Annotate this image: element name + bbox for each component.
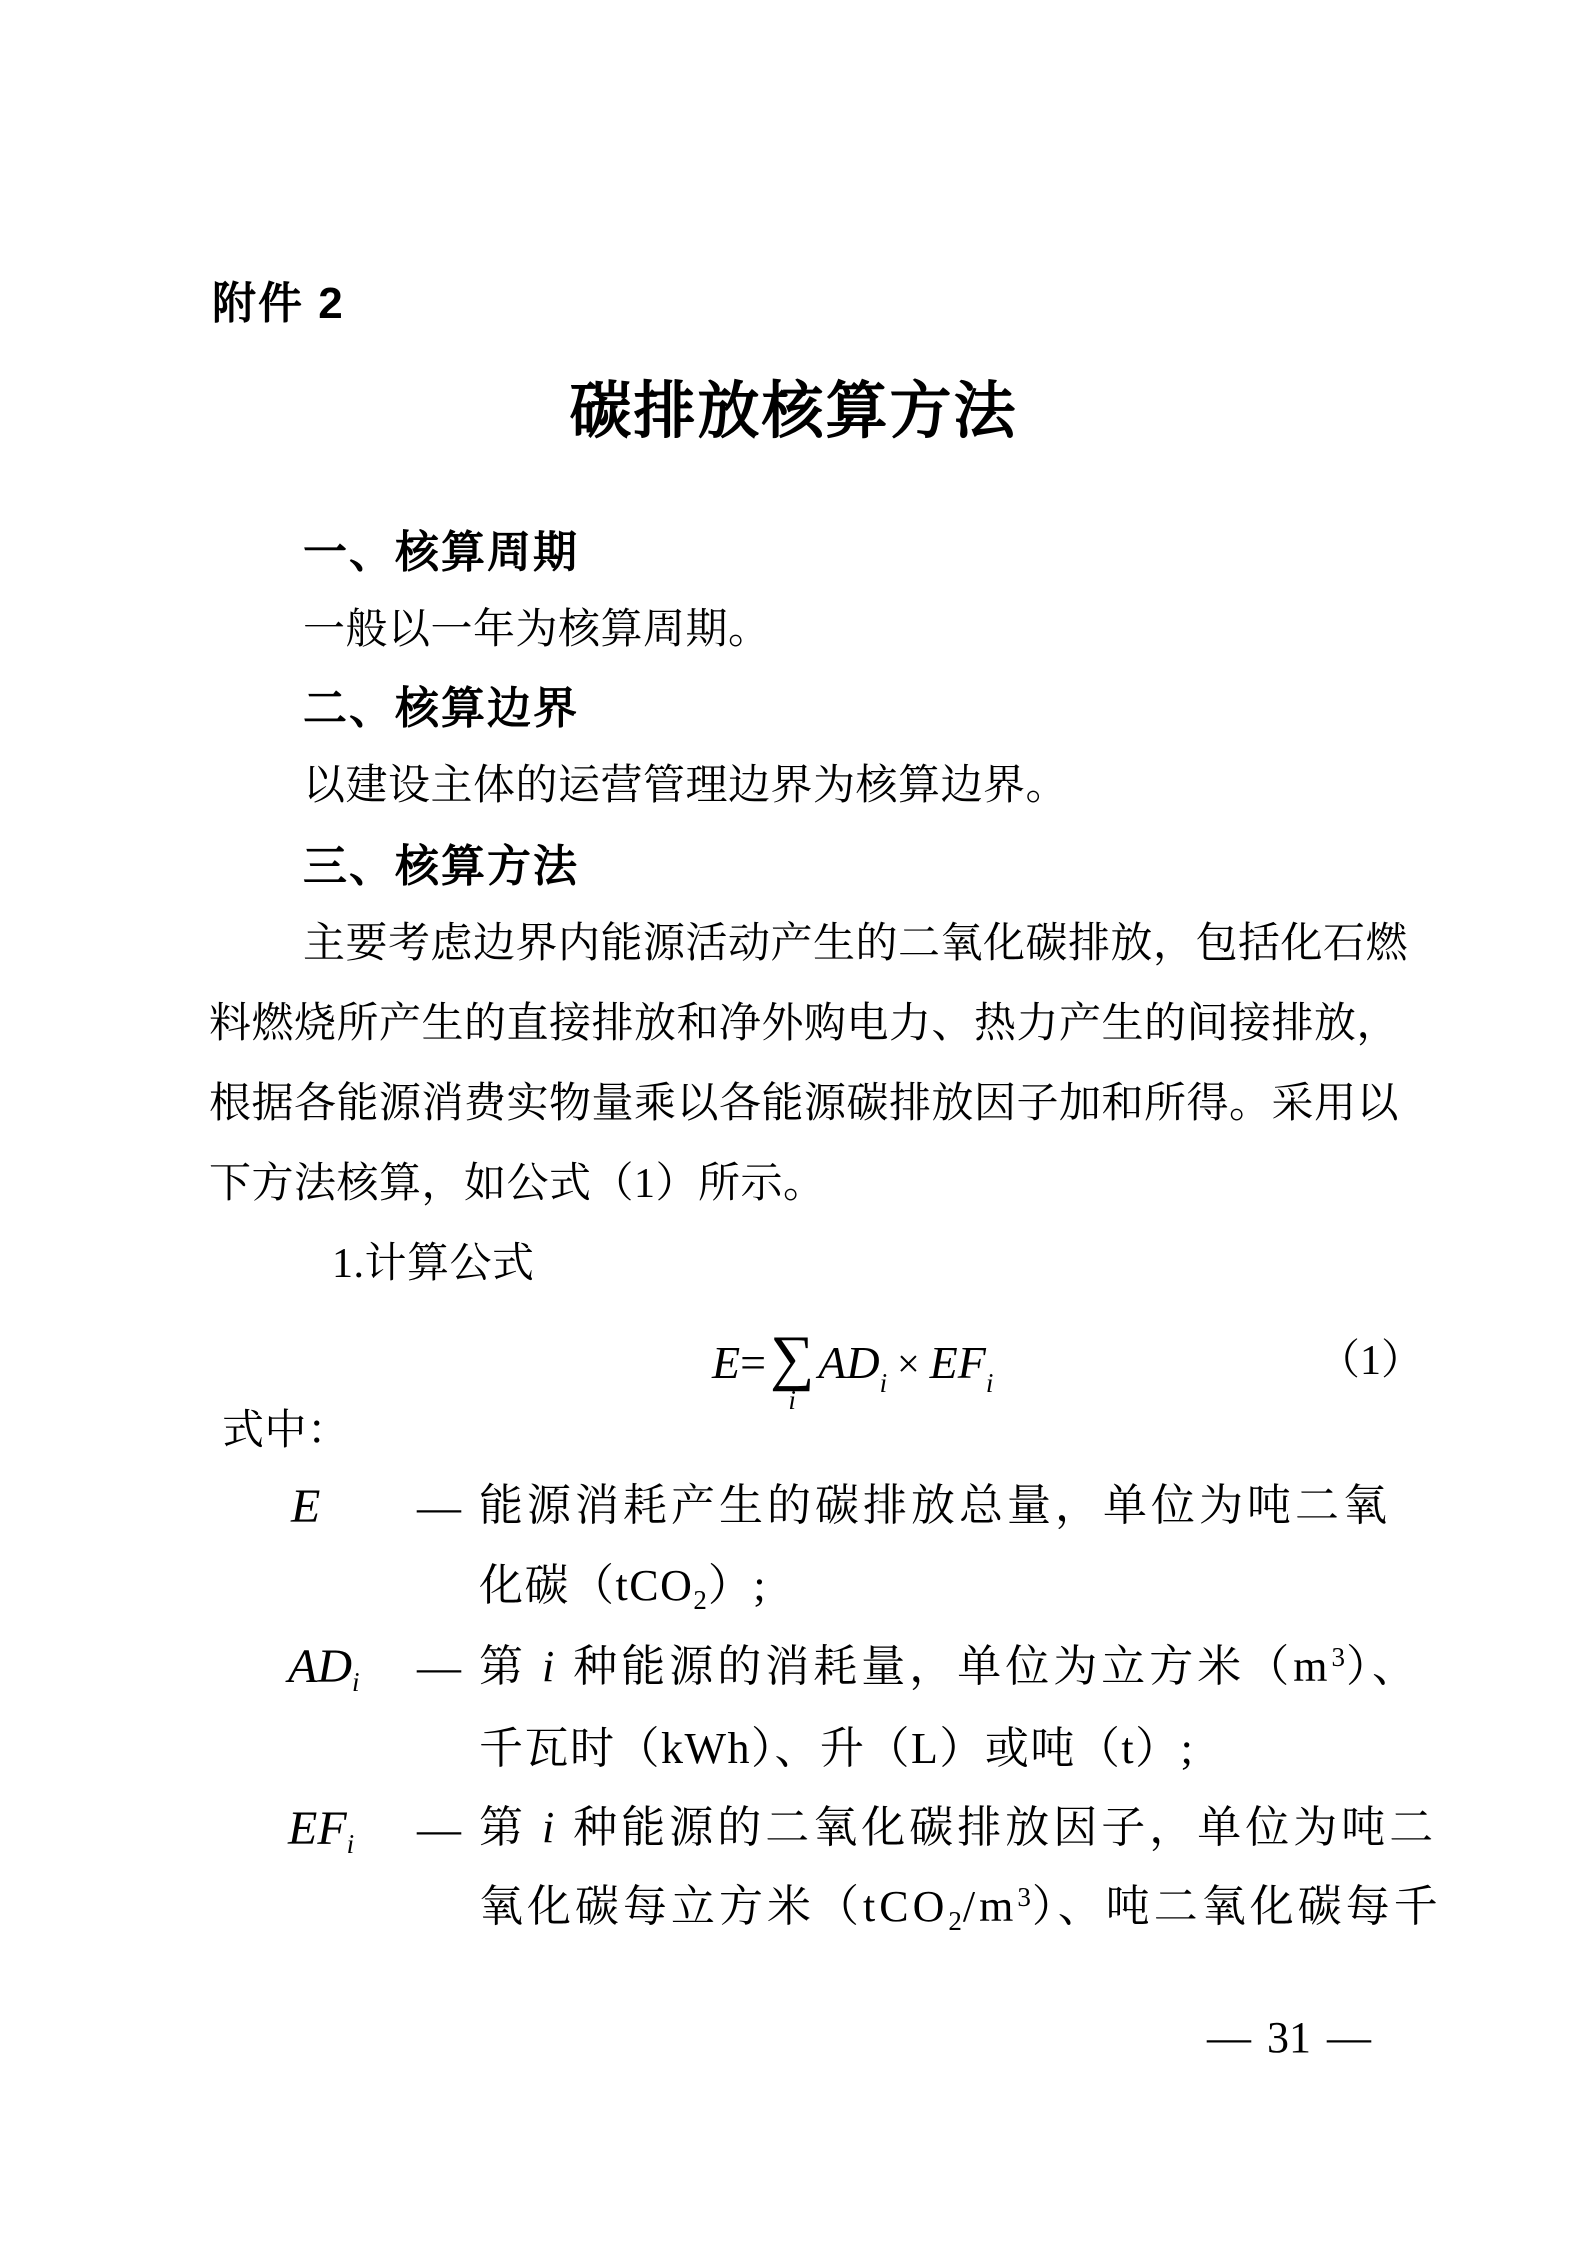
section-2-body: 以建设主体的运营管理边界为核算边界。 [303, 763, 1069, 809]
definition-dash: — [417, 1805, 461, 1854]
equation-operand-1-subscript: i [879, 1368, 888, 1398]
equation-operand-2-subscript: i [985, 1368, 994, 1398]
symbol-text: E [291, 1480, 321, 1533]
section-3-paragraph-line: 主要考虑边界内能源活动产生的二氧化碳排放，包括化石燃 [303, 921, 1409, 967]
equation-operand-2: EF [929, 1337, 986, 1388]
footer-dash-left: — [1207, 2013, 1251, 2062]
symbol-text: EF [288, 1802, 347, 1855]
symbol-text: AD [288, 1640, 352, 1693]
footer-page-number: 31 [1267, 2013, 1311, 2062]
section-3-paragraph-line: 料燃烧所产生的直接排放和净外购电力、热力产生的间接排放， [209, 1001, 1400, 1047]
section-2-heading: 二、核算边界 [303, 684, 579, 733]
definition-text-line: 化碳（tCO$_2$）; [479, 1561, 768, 1615]
definition-symbol-E [291, 1480, 321, 1536]
definition-dash: — [417, 1483, 461, 1532]
attachment-label: 附件 2 [212, 279, 345, 328]
symbol-subscript: i [351, 1667, 360, 1697]
definition-text-line: 第 i 种能源的消耗量，单位为立方米$(m^3)$、 [479, 1642, 1420, 1691]
definition-text-line: 第 i 种能源的二氧化碳排放因子，单位为吨二 [479, 1803, 1438, 1852]
section-1-body: 一般以一年为核算周期。 [303, 607, 771, 653]
footer-dash-right: — [1327, 2013, 1371, 2062]
definition-text-line: 氧化碳每立方米$(tCO_2/m^3)$、吨二氧化碳每千 [479, 1882, 1442, 1936]
definition-symbol-EFi [288, 1802, 355, 1859]
definition-symbol-ADi [288, 1640, 360, 1697]
definition-text-line: 千瓦时（kWh）、升（L）或吨（t）; [479, 1724, 1195, 1773]
section-3-heading: 三、核算方法 [303, 842, 579, 891]
section-3-paragraph-line: 根据各能源消费实物量乘以各能源碳排放因子加和所得。采用以 [209, 1081, 1400, 1127]
section-3-paragraph-line: 下方法核算，如公式（1）所示。 [209, 1161, 826, 1207]
definition-text-line: 能源消耗产生的碳排放总量，单位为吨二氧 [479, 1481, 1391, 1530]
equation-number: （1） [1318, 1338, 1424, 1384]
sigma-glyph: ∑ [770, 1324, 815, 1392]
summation-symbol [770, 1324, 815, 1416]
formula-subheading: 1.计算公式 [332, 1241, 535, 1287]
sigma-index: i [788, 1385, 796, 1416]
equation-operand-1: AD [818, 1337, 880, 1388]
equation [712, 1324, 994, 1416]
where-label: 式中： [222, 1408, 350, 1454]
multiply-sign: × [897, 1341, 920, 1386]
equation-equals: = [740, 1337, 767, 1388]
equation-lhs: E [712, 1337, 741, 1388]
document-title: 碳排放核算方法 [569, 378, 1018, 446]
symbol-subscript: i [346, 1829, 355, 1859]
section-1-heading: 一、核算周期 [303, 528, 579, 577]
page-footer [1207, 2012, 1371, 2063]
definition-dash: — [417, 1643, 461, 1692]
